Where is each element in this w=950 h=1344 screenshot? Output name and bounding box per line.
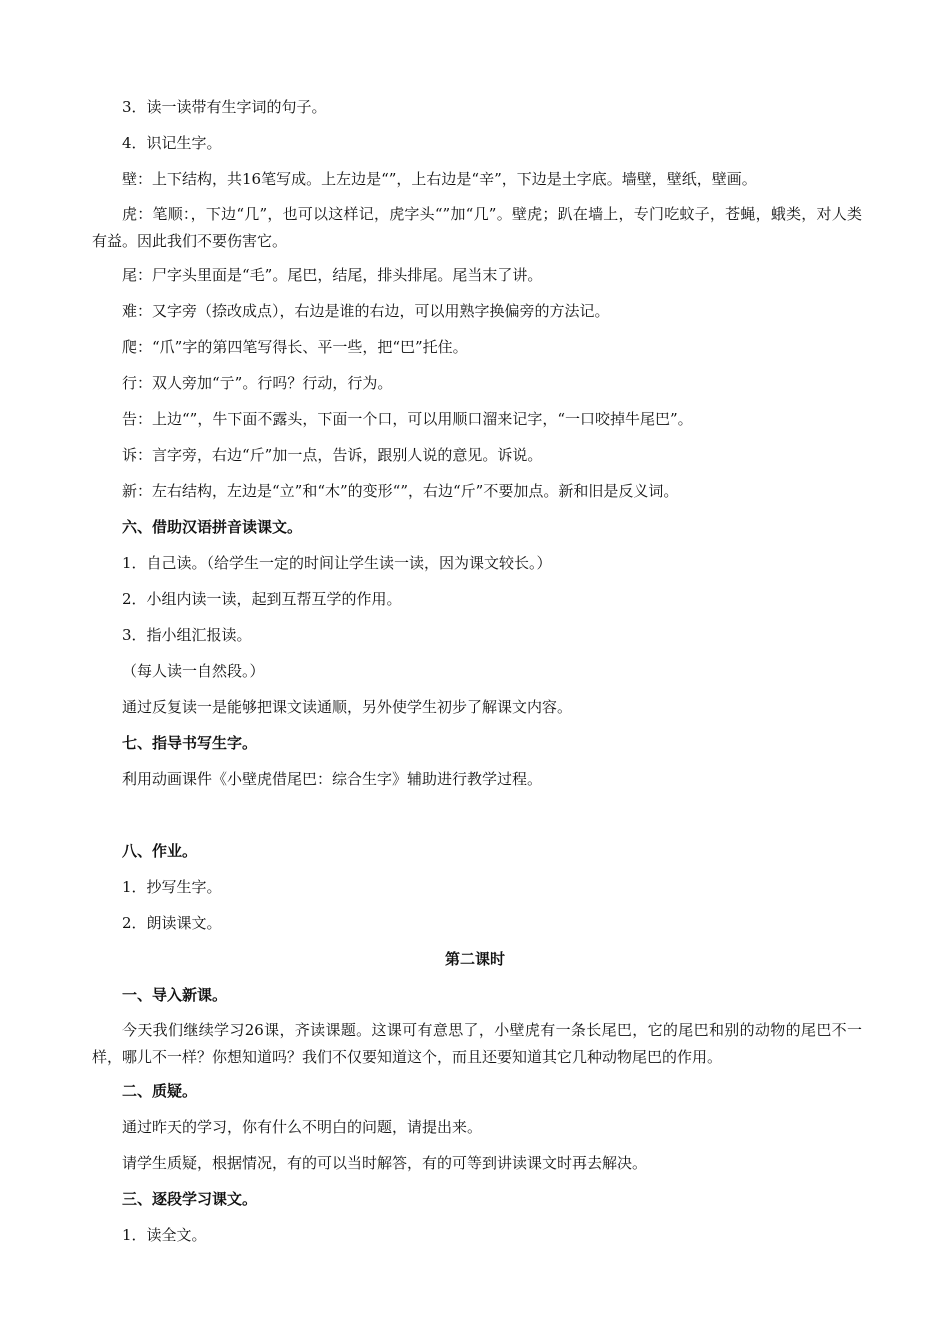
step-memorize-characters: 4．识记生字。 (122, 134, 222, 152)
char-note-nan: 难：又字旁（捺改成点），右边是谁的右边，可以用熟字换偏旁的方法记。 (122, 302, 610, 320)
char-note-hu: 虎：笔顺：，下边“几”，也可以这样记，虎字头“”加“几”。壁虎；趴在墙上，专门吃蚊子，苍蝇，蛾类，对人类有益。因此我们不要伤害它。 (92, 205, 862, 250)
section6-summary: 通过反复读一是能够把课文读通顺，另外使学生初步了解课文内容。 (122, 698, 573, 716)
section8-item-1: 1．抄写生字。 (122, 878, 222, 896)
lesson2-question-handling: 请学生质疑，根据情况，有的可以当时解答，有的可等到讲读课文时再去解决。 (122, 1154, 648, 1172)
lesson2-question-prompt: 通过昨天的学习，你有什么不明白的问题，请提出来。 (122, 1118, 483, 1136)
lesson2-intro-paragraph: 今天我们继续学习26课，齐读课题。这课可有意思了，小壁虎有一条长尾巴，它的尾巴和别的动物的尾巴不一样，哪儿不一样？你想知道吗？我们不仅要知道这个，而且还要知道其它几种动物尾巴的作用。 (92, 1021, 862, 1066)
section6-item-1: 1．自己读。（给学生一定的时间让学生读一读，因为课文较长。） (122, 554, 552, 572)
char-note-su: 诉：言字旁，右边“斤”加一点，告诉，跟别人说的意见。诉说。 (122, 446, 543, 464)
section6-item-2: 2．小组内读一读，起到互帮互学的作用。 (122, 590, 402, 608)
char-note-xin: 新：左右结构，左边是“立”和“木”的变形“”，右边“斤”不要加点。新和旧是反义词。 (122, 482, 679, 500)
section6-item-4: （每人读一自然段。） (122, 662, 265, 680)
section8-item-2: 2．朗读课文。 (122, 914, 222, 932)
lesson2-heading-2: 二、质疑。 (122, 1082, 198, 1100)
lesson-two-title: 第二课时 (444, 950, 505, 968)
lesson2-heading-3: 三、逐段学习课文。 (122, 1190, 258, 1208)
step-read-sentences: 3．读一读带有生字词的句子。 (122, 98, 327, 116)
char-note-wei: 尾：尸字头里面是“毛”。尾巴，结尾，排头排尾。尾当末了讲。 (122, 266, 543, 284)
char-note-gao: 告：上边“”，牛下面不露头，下面一个口，可以用顺口溜来记字，“一口咬掉牛尾巴”。 (122, 410, 693, 428)
section-heading-8: 八、作业。 (122, 842, 198, 860)
lesson2-step-read-all: 1．读全文。 (122, 1226, 207, 1244)
char-note-xing: 行：双人旁加“亍”。行吗？行动，行为。 (122, 374, 393, 392)
section-heading-7: 七、指导书写生字。 (122, 734, 258, 752)
section7-text: 利用动画课件《小壁虎借尾巴：综合生字》辅助进行教学过程。 (122, 770, 543, 788)
section6-item-3: 3．指小组汇报读。 (122, 626, 252, 644)
char-note-pa: 爬：“爪”字的第四笔写得长、平一些，把“巴”托住。 (122, 338, 468, 356)
char-note-bi: 壁：上下结构，共16笔写成。上左边是“”，上右边是“辛”，下边是土字底。墙壁，壁纸，壁画。 (122, 170, 757, 188)
lesson2-heading-1: 一、导入新课。 (122, 986, 228, 1004)
section-heading-6: 六、借助汉语拼音读课文。 (122, 518, 303, 536)
